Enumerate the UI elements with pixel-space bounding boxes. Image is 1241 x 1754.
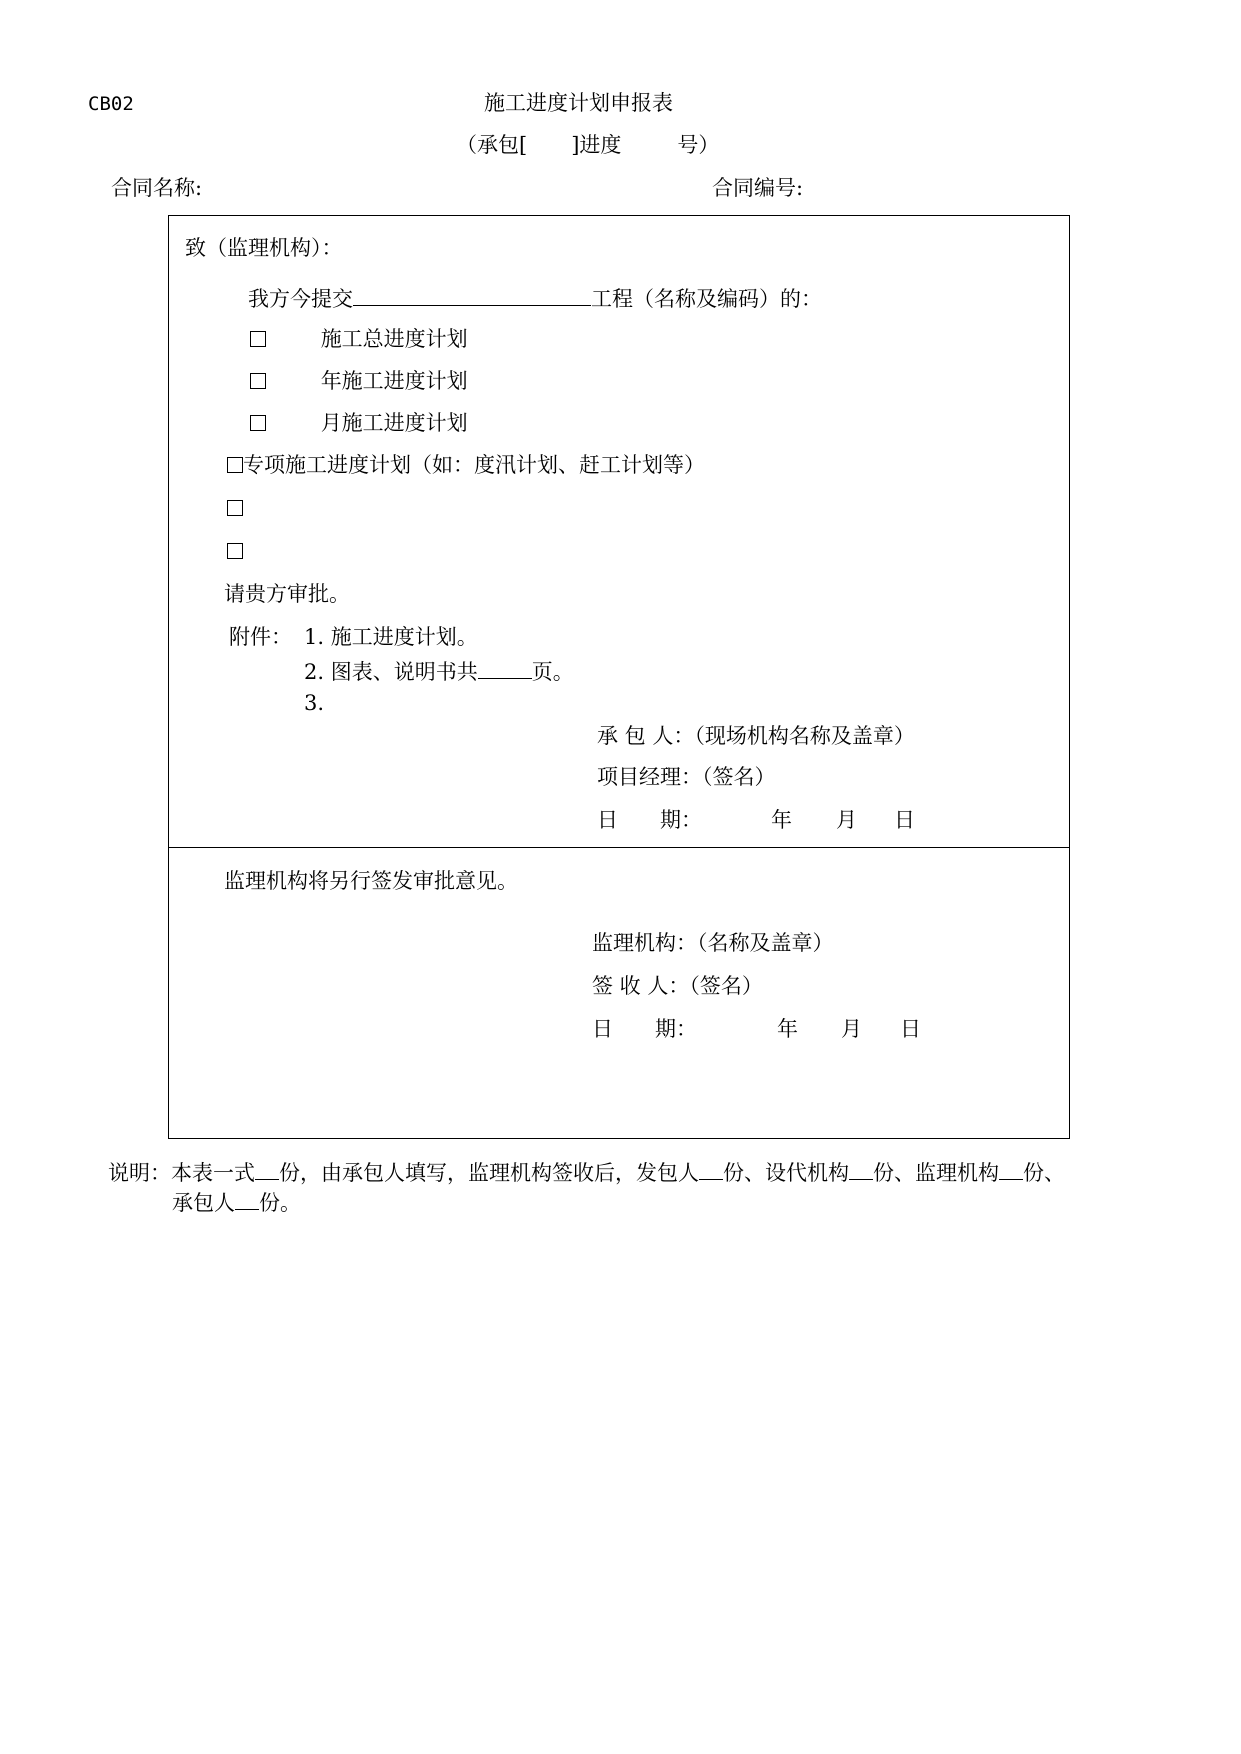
addressee: 致（监理机构）：: [185, 236, 343, 260]
submission-month: 月: [836, 808, 857, 832]
copies-design-blank[interactable]: [849, 1161, 873, 1180]
request-text: 请贵方审批。: [224, 582, 350, 606]
copies-employer-blank[interactable]: [699, 1161, 723, 1180]
checkbox-label-monthly: 月施工进度计划: [320, 411, 468, 435]
page-count-blank[interactable]: [478, 660, 532, 679]
checkbox-label-special: 专项施工进度计划（如：度汛计划、赶工计划等）: [243, 453, 705, 477]
supervision-org-value: （名称及盖章）: [697, 931, 834, 955]
receiver-row: [592, 976, 763, 997]
copies-total-blank[interactable]: [255, 1161, 279, 1180]
checkbox-label-total: 施工总进度计划: [320, 327, 468, 351]
form-title: 施工进度计划申报表: [484, 91, 673, 115]
footer-text-3: 份、设代机构: [723, 1161, 849, 1185]
submission-date-label: 日 期：: [597, 808, 702, 832]
footer-note-line-1: [108, 1161, 1065, 1184]
contract-name-label: 合同名称:: [111, 176, 203, 200]
receiver-value: （签名）: [689, 974, 763, 998]
attachment-1: 1. 施工进度计划。: [304, 625, 478, 649]
submission-day: 日: [894, 808, 915, 832]
checkbox-icon[interactable]: [250, 415, 266, 431]
contractor-label: 承 包 人：: [597, 724, 695, 748]
checkbox-icon[interactable]: [227, 457, 243, 473]
attachments-label: 附件：: [229, 625, 292, 649]
project-name-blank[interactable]: [353, 287, 591, 306]
checkbox-row-other-1[interactable]: [227, 498, 243, 519]
checkbox-icon[interactable]: [227, 500, 243, 516]
subtitle-suffix: 号）: [677, 133, 720, 157]
checkbox-row-annual[interactable]: [250, 371, 468, 392]
supervision-date-label: 日 期：: [592, 1017, 697, 1041]
footer-text-2: 份，由承包人填写，监理机构签收后，发包人: [279, 1161, 699, 1185]
checkbox-icon[interactable]: [250, 331, 266, 347]
supervision-month: 月: [841, 1017, 862, 1041]
attachment-2-prefix: 2. 图表、说明书共: [304, 660, 478, 684]
intro-prefix: 我方今提交: [248, 287, 353, 311]
section-divider: [169, 847, 1069, 848]
footer-note-line-2: [172, 1191, 301, 1214]
intro-line: [248, 287, 822, 310]
contractor-value: （现场机构名称及盖章）: [694, 724, 915, 748]
checkbox-icon[interactable]: [227, 543, 243, 559]
attachment-2-suffix: 页。: [531, 660, 574, 684]
footer-text-4: 份、监理机构: [873, 1161, 999, 1185]
checkbox-row-special[interactable]: [227, 455, 705, 476]
manager-row: [597, 767, 776, 788]
manager-value: （签名）: [702, 765, 776, 789]
subtitle-mid: ]进度: [571, 133, 622, 157]
copies-supervision-blank[interactable]: [999, 1161, 1023, 1180]
supervision-day: 日: [900, 1017, 921, 1041]
attachment-2: [304, 660, 574, 683]
subtitle-prefix: （承包[: [456, 133, 528, 157]
intro-suffix: 工程（名称及编码）的：: [591, 287, 822, 311]
supervision-note: 监理机构将另行签发审批意见。: [224, 869, 518, 893]
footer-text-5: 份、: [1023, 1161, 1065, 1185]
supervision-year: 年: [777, 1017, 798, 1041]
supervision-org-label: 监理机构：: [592, 931, 697, 955]
receiver-label: 签 收 人：: [592, 974, 690, 998]
checkbox-icon[interactable]: [250, 373, 266, 389]
copies-contractor-blank[interactable]: [235, 1191, 259, 1210]
manager-label: 项目经理：: [597, 765, 702, 789]
checkbox-label-annual: 年施工进度计划: [320, 369, 468, 393]
form-subtitle: [456, 135, 719, 156]
contract-number-label: 合同编号:: [712, 176, 804, 200]
form-box: [168, 215, 1070, 1139]
footer-text-7: 份。: [259, 1191, 301, 1215]
attachment-3: 3.: [304, 691, 325, 715]
supervision-org-row: [592, 933, 834, 954]
footer-text-1: 说明：本表一式: [108, 1161, 255, 1185]
contractor-row: [597, 726, 915, 747]
footer-text-6: 承包人: [172, 1191, 235, 1215]
checkbox-row-other-2[interactable]: [227, 541, 243, 562]
checkbox-row-total[interactable]: [250, 329, 468, 350]
submission-year: 年: [771, 808, 792, 832]
form-code: CB02: [88, 93, 134, 115]
checkbox-row-monthly[interactable]: [250, 413, 468, 434]
